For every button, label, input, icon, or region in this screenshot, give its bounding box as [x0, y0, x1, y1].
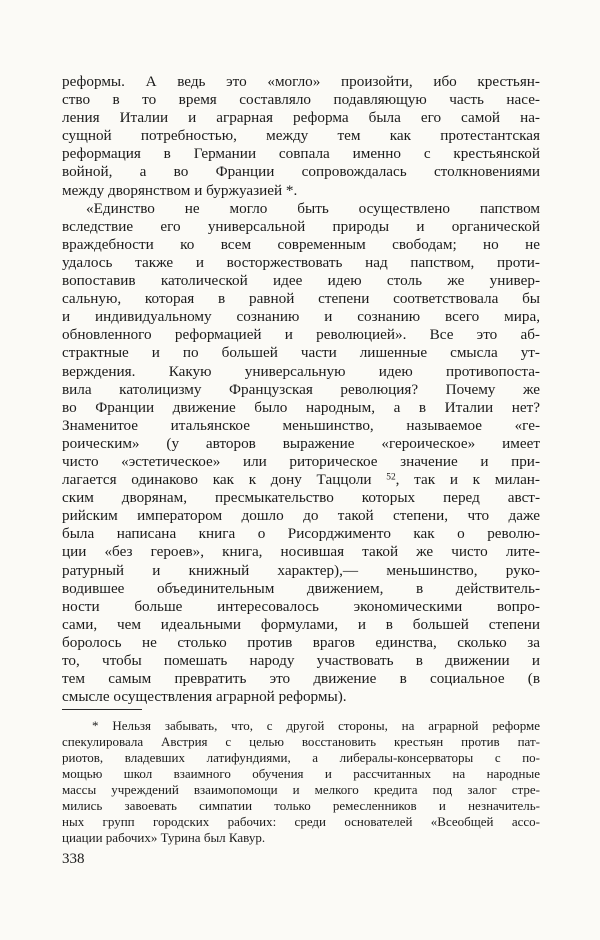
text-line: между дворянством и буржуазией *. [62, 181, 298, 199]
text-line: реформация в Германии совпала именно с крестьянской [62, 145, 540, 163]
text-segment: лагается одинаково как к дону Таццоли [62, 471, 387, 489]
text-line: была написана книга о Рисорджименто как о револю- [62, 525, 540, 543]
footnote [62, 718, 540, 846]
text-line: ных групп городских рабочих: среди основателей «Всеобщей ассо- [62, 814, 540, 830]
text-line: страктные и по большей части лишенные смысла ут- [62, 344, 540, 362]
text-line: боролось не столько против врагов единства, сколько за [62, 633, 540, 651]
text-line: ности больше интересовалось экономическими вопро- [62, 597, 540, 615]
text-line: ратурный и книжный характер),— меньшинство, руко- [62, 561, 540, 579]
text-line: рийским императором дошло до такой степени, что даже [62, 507, 540, 525]
text-line: сами, чем идеальными формулами, и в большей степени [62, 615, 540, 633]
page-number: 338 [62, 851, 85, 868]
text-line: «Единство не могло быть осуществлено папством [86, 199, 540, 217]
text-line: сальную, которая в равной степени соответствовала бы [62, 290, 540, 308]
text-line: то, чтобы помешать народу участвовать в движении и [62, 652, 540, 669]
text-line: мились завоевать симпатии только ремесленников и незначитель- [62, 798, 540, 814]
text-line: во Франции движение было народным, а в Италии нет? [62, 398, 540, 416]
text-line: удалось также и восторжествовать над папством, проти- [62, 253, 540, 271]
text-line: чисто «эстетическое» или риторическое значение и при- [62, 452, 540, 470]
text-line: верждения. Какую универсальную идею противопоста- [62, 362, 540, 380]
main-text [62, 73, 540, 706]
text-line [62, 471, 540, 489]
text-line: ления Италии и аграрная реформа была его самой на- [62, 109, 540, 127]
text-line: * Нельзя забывать, что, с другой стороны, на аграрной реформе [92, 718, 540, 734]
text-line: войной, а во Франции сопровождалась столкновениями [62, 163, 540, 181]
text-line: ским дворянам, пресмыкательство которых перед авст- [62, 489, 540, 507]
text-line: вила католицизму Французская революция? Почему же [62, 380, 540, 398]
text-line: риотов, владевших латифундиями, а либералы-консерваторы с по- [62, 750, 540, 766]
footnote-separator [62, 709, 142, 710]
text-line: спекулировала Австрия с целью восстановить крестьян против пат- [62, 734, 540, 750]
text-line: вопоставив католической идее идею столь же универ- [62, 272, 540, 290]
text-line: вследствие его универсальной природы и органической [62, 217, 540, 235]
text-line: роическим» (у авторов выражение «героическое» имеет [62, 434, 540, 452]
text-line: сущной потребностью, между тем как протестантская [62, 127, 540, 145]
footnote-reference: 52 [386, 472, 396, 483]
text-line: и индивидуальному сознанию и сознанию всего мира, [62, 308, 540, 326]
text-line: реформы. А ведь это «могло» произойти, ибо крестьян- [62, 73, 540, 90]
text-line: тем самым превратить это движение в социальное (в [62, 670, 540, 688]
text-line: враждебности ко всем современным свободам; но не [62, 235, 540, 253]
text-line: мощью школ взаимного обучения и рассчитанных на народные [62, 766, 540, 782]
text-segment: , так и к милан- [395, 471, 540, 489]
text-line: водившее объединительным движением, в действитель- [62, 579, 540, 597]
text-line: ции «без героев», книга, носившая такой же чисто лите- [62, 543, 540, 561]
text-line: смысле осуществления аграрной реформы). [62, 688, 347, 706]
text-line: циации рабочих» Турина был Кавур. [62, 830, 266, 846]
text-line: Знаменитое итальянское меньшинство, называемое «ге- [62, 416, 540, 434]
text-line: массы учреждений взаимопомощи и мелкого кредита под залог стре- [62, 782, 540, 798]
text-line: ство в то время составляло подавляющую часть насе- [62, 91, 540, 109]
text-line: обновленного реформацией и революцией». Все это аб- [62, 326, 540, 344]
